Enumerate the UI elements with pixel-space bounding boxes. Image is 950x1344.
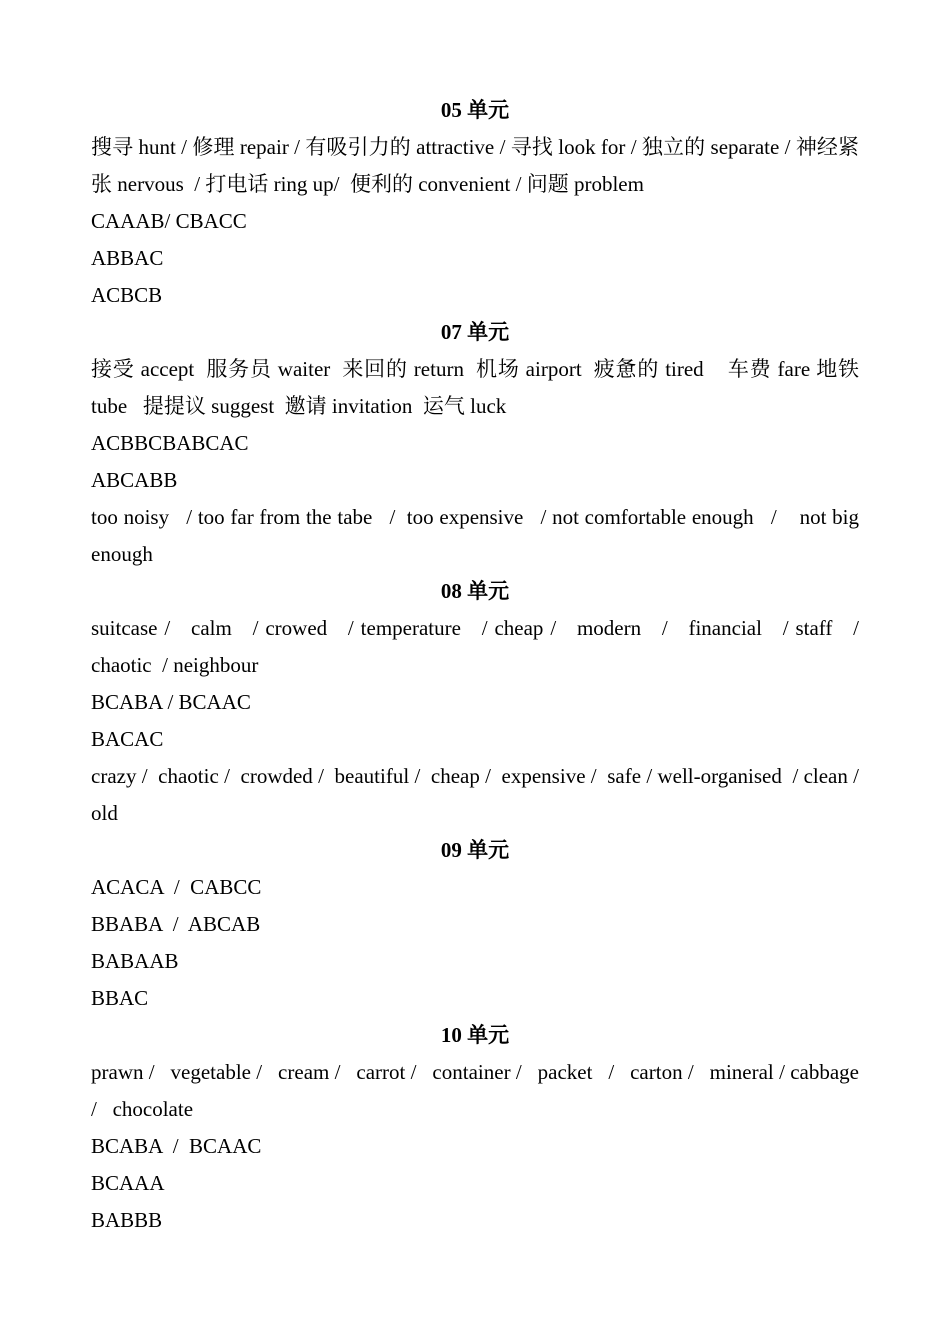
unit-08-vocabulary: suitcase / calm / crowed / temperature / cheap / modern / financial / staff / chaotic / neighbour bbox=[91, 616, 865, 677]
unit-08-answers-1: BCABA / BCAAC bbox=[91, 690, 251, 714]
unit-09-answers-4: BBAC bbox=[91, 986, 149, 1010]
unit-08-answers-2: BACAC bbox=[91, 727, 164, 751]
unit-05-answers-1: CAAAB/ CBACC bbox=[91, 209, 247, 233]
unit-10-vocabulary: prawn / vegetable / cream / carrot / container / packet / carton / mineral / cabbage / chocolate bbox=[91, 1060, 865, 1121]
unit-09-answers-2: BBABA / ABCAB bbox=[91, 912, 261, 936]
unit-09-answers-1: ACACA / CABCC bbox=[91, 875, 262, 899]
unit-08-heading: 08 单元 bbox=[440, 579, 510, 603]
unit-07-answers-2: ABCABB bbox=[91, 468, 178, 492]
unit-10-heading: 10 单元 bbox=[440, 1023, 510, 1047]
unit-05-answers-3: ACBCB bbox=[91, 283, 163, 307]
unit-10-answers-1: BCABA / BCAAC bbox=[91, 1134, 262, 1158]
unit-09-heading: 09 单元 bbox=[440, 838, 510, 862]
unit-05-vocabulary: 搜寻 hunt / 修理 repair / 有吸引力的 attractive / 寻找 look for / 独立的 separate / 神经紧张 nervous / 打电话 ring up/ 便利的 convenient / 问题 problem bbox=[91, 135, 859, 196]
unit-07-answers-1: ACBBCBABCAC bbox=[91, 431, 249, 455]
unit-10-answers-3: BABBB bbox=[91, 1208, 163, 1232]
unit-09-answers-3: BABAAB bbox=[91, 949, 179, 973]
answer-key-document bbox=[91, 92, 870, 1239]
unit-08-adjectives: crazy / chaotic / crowded / beautiful / cheap / expensive / safe / well-organised / clean / old bbox=[91, 764, 870, 825]
unit-07-phrases: too noisy / too far from the tabe / too expensive / not comfortable enough / not big enough bbox=[91, 505, 865, 566]
unit-10-answers-2: BCAAA bbox=[91, 1171, 165, 1195]
unit-07-heading: 07 单元 bbox=[440, 320, 510, 344]
unit-05-heading: 05 单元 bbox=[440, 98, 510, 122]
unit-07-vocabulary: 接受 accept 服务员 waiter 来回的 return 机场 airport 疲惫的 tired 车费 fare 地铁 tube 提提议 suggest 邀请 invitation 运气 luck bbox=[91, 357, 865, 418]
unit-05-answers-2: ABBAC bbox=[91, 246, 164, 270]
